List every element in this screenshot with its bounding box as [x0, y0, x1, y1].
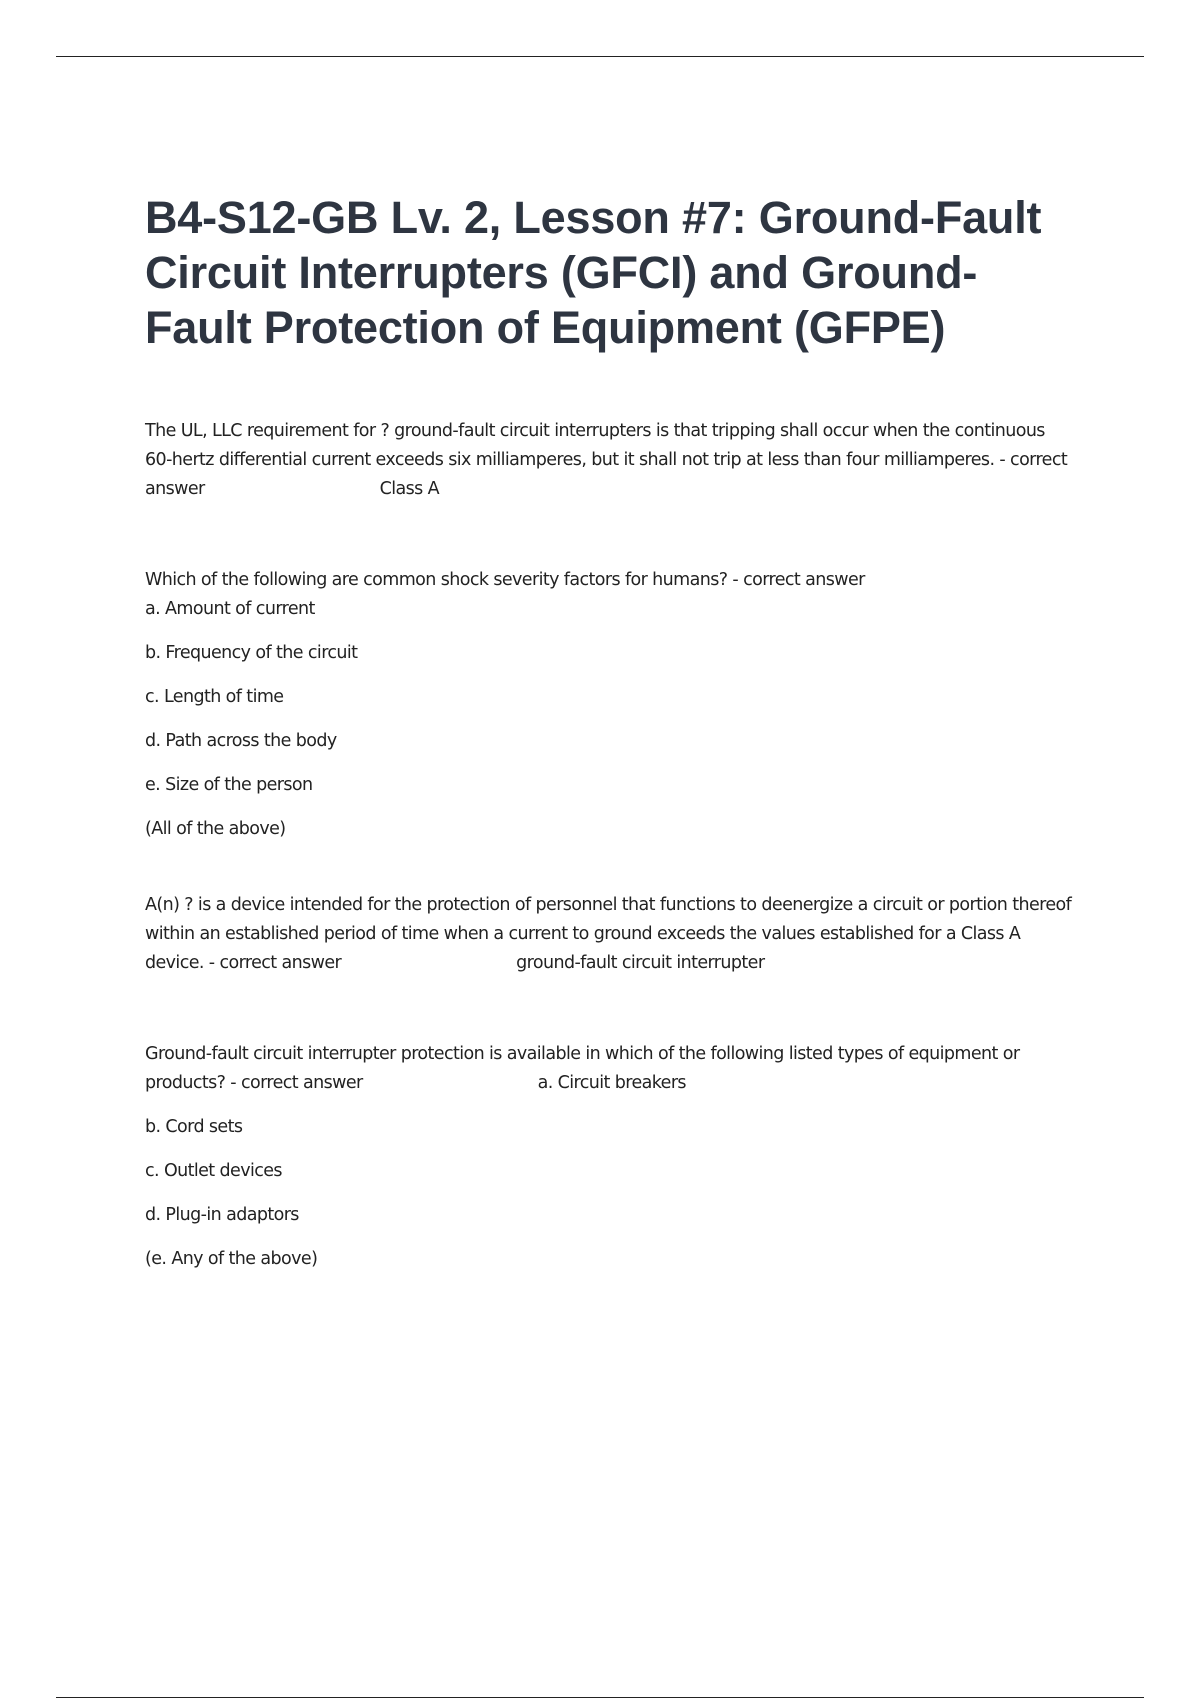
question-1	[145, 417, 1075, 504]
question-4-text: Ground-fault circuit interrupter protection is available in which of the following listed types of equipment or products? - correct answer	[145, 1044, 1020, 1093]
question-4	[145, 1040, 1075, 1098]
option-4b: b. Cord sets	[145, 1117, 243, 1137]
option-2d: d. Path across the body	[145, 731, 337, 751]
option-2c: c. Length of time	[145, 687, 284, 707]
qa-item-1	[145, 417, 1075, 504]
question-3-text: A(n) ? is a device intended for the protection of personnel that functions to deenergize a circuit or portion thereof within an established period of time when a current to ground exceeds the values established for a Class A device. - correct answer	[145, 895, 1072, 973]
option-4c: c. Outlet devices	[145, 1161, 282, 1181]
top-rule	[56, 56, 1144, 57]
option-2e: e. Size of the person	[145, 775, 313, 795]
qa-item-2	[145, 566, 1075, 844]
qa-item-4	[145, 1040, 1075, 1274]
answer-1: Class A	[379, 479, 439, 499]
option-2b: b. Frequency of the circuit	[145, 643, 358, 663]
option-4-any: (e. Any of the above)	[145, 1249, 318, 1269]
answer-4: a. Circuit breakers	[537, 1073, 686, 1093]
bottom-rule	[56, 1697, 1144, 1698]
document-title: B4-S12-GB Lv. 2, Lesson #7: Ground-Fault Circuit Interrupters (GFCI) and Ground-Fault Protection of Equipment (GFPE)	[145, 192, 1042, 353]
question-1-text: The UL, LLC requirement for ? ground-fault circuit interrupters is that tripping shall occur when the continuous 60-hertz differential current exceeds six milliamperes, but it shall not trip at less than four milliamperes. - correct answer	[145, 421, 1068, 499]
answer-3: ground-fault circuit interrupter	[516, 953, 765, 973]
option-2-all: (All of the above)	[145, 819, 286, 839]
question-2: Which of the following are common shock severity factors for humans? - correct answer	[145, 570, 865, 590]
option-4d: d. Plug-in adaptors	[145, 1205, 299, 1225]
question-3	[145, 891, 1075, 978]
document-content	[145, 190, 1075, 1289]
qa-item-3	[145, 891, 1075, 978]
option-2a: a. Amount of current	[145, 599, 315, 619]
